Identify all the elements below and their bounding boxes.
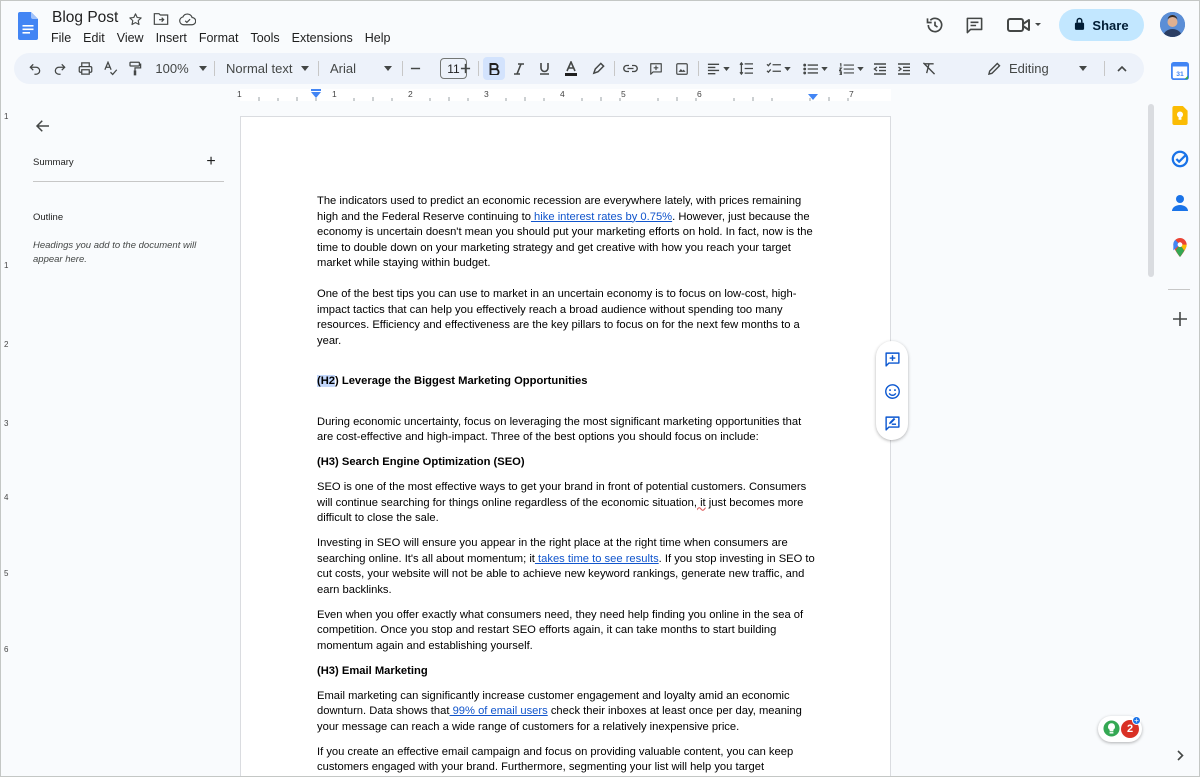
undo-icon[interactable]	[25, 53, 45, 84]
scroll-thumb[interactable]	[1148, 104, 1154, 277]
menu-file[interactable]: File	[51, 31, 72, 45]
text-selection: (H2	[317, 375, 336, 387]
heading-h2: (H2) Leverage the Biggest Marketing Opportunities	[317, 375, 588, 387]
outline-hint: Headings you add to the document will appear here.	[33, 240, 197, 265]
link[interactable]: takes time to see results	[534, 552, 659, 565]
vruler-number: 4	[4, 493, 9, 502]
avatar[interactable]	[1160, 12, 1185, 37]
assistant-badge[interactable]	[1098, 716, 1142, 742]
panel-divider	[33, 181, 224, 182]
toolbar-divider	[614, 61, 615, 76]
outline-panel	[15, 104, 240, 777]
link[interactable]: hike interest rates by 0.75%	[530, 210, 673, 223]
vruler-number: 2	[4, 340, 9, 349]
checklist-icon[interactable]	[762, 53, 794, 84]
pencil-icon	[988, 62, 1001, 75]
zoom-select[interactable]	[151, 53, 211, 84]
font-value: Arial	[330, 61, 357, 76]
clear-formatting-icon[interactable]	[919, 53, 939, 84]
horizontal-ruler[interactable]	[15, 87, 1145, 103]
lock-icon	[1074, 17, 1085, 33]
comments-icon[interactable]	[958, 9, 990, 41]
paragraph: The indicators used to predict an economic recession are everywhere lately, with prices remaining high and the Federal Reserve continuing to hike interest rates by 0.75%. However, just because the economy is uncertain doesn't mean you should put your marketing efforts on hold. In fact, now is the time to double down on your marketing strategy and get creative with how you reach your target market while staying within budget.	[317, 195, 813, 269]
header	[1, 1, 1200, 53]
redo-icon[interactable]	[50, 53, 70, 84]
toolbar-divider	[402, 61, 403, 76]
notification-count: 2	[1121, 720, 1139, 738]
insert-image-icon[interactable]	[672, 53, 692, 84]
meet-icon[interactable]	[1005, 9, 1045, 41]
font-size-input[interactable]: 11	[440, 58, 467, 79]
docs-logo-icon[interactable]	[18, 12, 38, 40]
summary-label: Summary	[33, 157, 74, 168]
paragraph: Email marketing can significantly increase customer engagement and loyalty amid an economic downturn. Data shows that 99% of email users check their inboxes at least once per day, meaning your message can reach a wide range of customers for a relatively inexpensive price.	[317, 689, 802, 733]
side-panel-rail	[1158, 53, 1200, 777]
menu-insert[interactable]: Insert	[155, 31, 187, 45]
ruler-number: 4	[560, 89, 565, 99]
share-label: Share	[1092, 17, 1129, 33]
tasks-icon[interactable]	[1170, 149, 1190, 169]
chevron-down-icon	[1079, 66, 1087, 71]
add-comment-icon[interactable]	[646, 53, 666, 84]
font-select[interactable]	[324, 53, 398, 84]
keep-icon[interactable]	[1170, 105, 1190, 125]
text-color-icon[interactable]	[561, 53, 581, 84]
cloud-saved-icon[interactable]	[178, 10, 196, 28]
rail-divider	[1168, 289, 1190, 290]
grammar-suggestion[interactable]: , it	[693, 496, 706, 509]
menu-format[interactable]: Format	[198, 31, 239, 45]
document-page[interactable]	[240, 116, 891, 777]
menu-bar	[45, 30, 397, 46]
spellcheck-icon[interactable]	[100, 53, 120, 84]
paragraph: During economic uncertainty, focus on leveraging the most significant marketing opportunities that are cost-effective and high-impact. Three of the best options you should focus on include:	[317, 415, 802, 443]
style-value: Normal text	[226, 61, 293, 76]
menu-view[interactable]: View	[116, 31, 144, 45]
ruler-number: 6	[697, 89, 702, 99]
move-to-folder-icon[interactable]	[152, 10, 170, 28]
highlight-color-icon[interactable]	[588, 53, 608, 84]
vertical-ruler	[1, 103, 15, 777]
toolbar-divider	[698, 61, 699, 76]
title-icons	[126, 10, 196, 28]
increase-indent-icon[interactable]	[894, 53, 914, 84]
ruler-number: 5	[621, 89, 626, 99]
menu-extensions[interactable]: Extensions	[291, 31, 353, 45]
toolbar-divider	[318, 61, 319, 76]
emoji-reaction-icon[interactable]	[882, 381, 902, 401]
ruler-number: 7	[849, 89, 854, 99]
chevron-up-icon[interactable]	[1112, 53, 1132, 84]
align-icon[interactable]	[704, 53, 732, 84]
contacts-icon[interactable]	[1170, 193, 1190, 213]
paragraph: If you create an effective email campaign and focus on providing valuable content, you can keep customers engaged with your brand. Furthermore, segmenting your list will help you target	[317, 745, 794, 773]
toolbar-divider	[214, 61, 215, 76]
increase-font-size-icon[interactable]	[456, 53, 474, 84]
italic-icon[interactable]	[510, 53, 528, 84]
menu-edit[interactable]: Edit	[83, 31, 105, 45]
vruler-number: 3	[4, 419, 9, 428]
add-addon-icon[interactable]	[1170, 309, 1190, 329]
vruler-number: 5	[4, 569, 9, 578]
ruler-number: 3	[484, 89, 489, 99]
numbered-list-icon[interactable]	[835, 53, 867, 84]
chevron-down-icon	[301, 66, 309, 71]
ruler-ticks	[15, 87, 1145, 103]
bold-button[interactable]	[483, 57, 505, 80]
paragraph: One of the best tips you can use to market in an uncertain economy is to focus on low-cost, high-impact tactics that can help you effectively reach a broad audience without spending too many resources. Efficiency and effectiveness are the key pillars to focus on for the next few months to a year.	[317, 288, 800, 347]
decrease-font-size-icon[interactable]	[406, 53, 424, 84]
chevron-right-icon[interactable]	[1170, 745, 1190, 765]
heading-h3: (H3) Search Engine Optimization (SEO)	[317, 456, 525, 468]
left-indent-marker	[311, 89, 321, 91]
paragraph: SEO is one of the most effective ways to get your brand in front of potential customers. Consumers will continue searching for things online regardless of the economic situation, it just becomes more difficult to close the sale.	[317, 481, 807, 524]
svg-text:31: 31	[1176, 70, 1184, 78]
chevron-down-icon	[199, 66, 207, 71]
add-summary-icon[interactable]: +	[206, 153, 216, 170]
editing-mode-label: Editing	[1009, 61, 1049, 76]
outline-label: Outline	[33, 212, 64, 223]
paragraph: Even when you offer exactly what consumers need, they need help finding you online in the sea of competition. Once you stop and restart SEO efforts again, it can take months to start building momentum again and establishing yourself.	[317, 608, 804, 652]
suggest-edits-icon[interactable]	[882, 413, 902, 433]
star-icon[interactable]	[126, 10, 144, 28]
chevron-down-icon	[384, 66, 392, 71]
toolbar	[14, 53, 1144, 84]
plus-icon: +	[1132, 716, 1141, 725]
add-comment-icon[interactable]	[882, 349, 902, 369]
document-title[interactable]: Blog Post	[52, 9, 119, 26]
toolbar-divider	[478, 61, 479, 76]
share-button[interactable]	[1059, 9, 1144, 41]
paragraph: Investing in SEO will ensure you appear in the right place at the right time when consumers are searching online. It's all about momentum; it takes time to see results. If you stop investing in SEO to cut costs, your website will not be able to achieve new keyword rankings, generate new traffic, and earn backlinks.	[317, 537, 815, 596]
style-select[interactable]	[220, 53, 315, 84]
insert-link-icon[interactable]	[620, 53, 640, 84]
print-icon[interactable]	[75, 53, 95, 84]
menu-tools[interactable]: Tools	[250, 31, 280, 45]
heading-h3: (H3) Email Marketing	[317, 664, 428, 677]
bulleted-list-icon[interactable]	[799, 53, 831, 84]
editing-mode-select[interactable]	[988, 53, 1098, 84]
vertical-scrollbar[interactable]	[1146, 104, 1156, 777]
vruler-number: 1	[4, 112, 9, 121]
line-spacing-icon[interactable]	[736, 53, 756, 84]
underline-icon[interactable]	[535, 53, 553, 84]
vruler-number: 6	[4, 645, 9, 654]
zoom-value: 100%	[155, 61, 189, 76]
back-arrow-icon[interactable]	[34, 117, 54, 137]
toolbar-divider	[1104, 61, 1105, 76]
ruler-number: 1	[237, 89, 242, 99]
paint-format-icon[interactable]	[125, 53, 145, 84]
first-line-indent-marker	[311, 92, 321, 98]
link[interactable]: 99% of email users	[449, 705, 548, 717]
floating-actions	[876, 341, 908, 440]
history-icon[interactable]	[919, 9, 951, 41]
lightbulb-icon	[1103, 720, 1120, 737]
menu-help[interactable]: Help	[364, 31, 391, 45]
ruler-number: 2	[408, 89, 413, 99]
decrease-indent-icon[interactable]	[870, 53, 890, 84]
maps-icon[interactable]	[1170, 237, 1190, 257]
calendar-icon[interactable]	[1170, 61, 1190, 81]
bold-icon	[489, 63, 500, 75]
vruler-number: 1	[4, 261, 9, 270]
document-body[interactable]	[317, 194, 817, 776]
ruler-number: 1	[332, 89, 337, 99]
